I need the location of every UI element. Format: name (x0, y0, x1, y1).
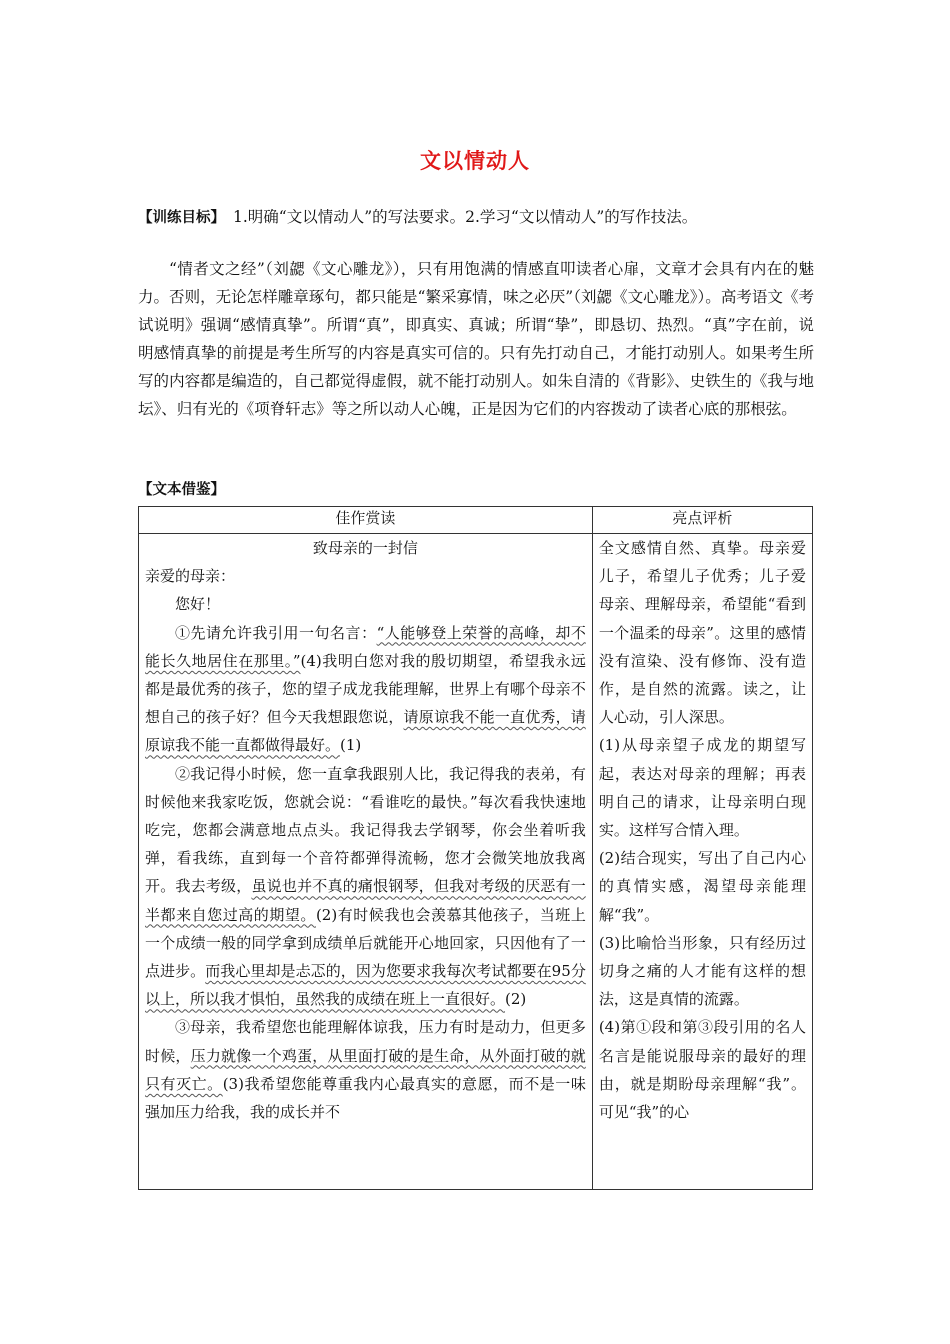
training-goal-tag: 【训练目标】 (138, 210, 225, 226)
intro-paragraph: “情者文之经”（刘勰《文心雕龙》），只有用饱满的情感直叩读者心扉，文章才会具有内在的魅力。否则，无论怎样雕章琢句，都只能是“繁采寡情，味之必厌”（刘勰《文心雕龙》）。高考语文《考试说明》强调“感情真挚”。所谓“真”，即真实、真诚；所谓“挚”，即恳切、热烈。“真”字在前，说明感情真挚的前提是考生所写的内容是真实可信的。只有先打动自己，才能打动别人。如果考生所写的内容都是编造的，自己都觉得虚假，就不能打动别人。如朱自清的《背影》、史铁生的《我与地坛》、归有光的《项脊轩志》等之所以动人心魄，正是因为它们的内容拨动了读者心底的那根弦。 (138, 260, 814, 418)
comparison-table (138, 506, 813, 1190)
underlined-text: 而我心里却是忐忑的，因为您要求我每次考试都要在95分以上，所以我才惧怕，虽然我的成绩在班上一直很好。 (145, 962, 586, 1009)
table-row (139, 534, 813, 1190)
essay-paragraph-2 (145, 760, 586, 1014)
underlined-text: 虽说也并不真的痛恨钢琴，但我对考级的厌恶有一半都来自您过高的期望。 (145, 877, 586, 924)
essay-text: ①先请允许我引用一句名言： (175, 623, 377, 642)
note-3: (3)比喻恰当形象，只有经历过切身之痛的人才能有这样的想法，这是真情的流露。 (598, 933, 806, 1009)
analysis-notes (599, 534, 806, 1189)
table-header-row (139, 507, 813, 534)
note-4: (4)第①段和第③段引用的名人名言是能说服母亲的最好的理由，就是期盼母亲理解“我”。可见“我”的心 (598, 1018, 806, 1122)
header-right: 亮点评析 (592, 507, 812, 534)
essay-title: 致母亲的一封信 (312, 539, 418, 557)
essay-cell (139, 534, 593, 1190)
underlined-quote: “人能够登上荣誉的高峰，却不能长久地居住在那里。” (145, 623, 586, 670)
essay-salutation: 亲爱的母亲： (145, 567, 236, 586)
note-2: (2)结合现实，写出了自己内心的真情实感，渴望母亲能理解“我”。 (598, 849, 806, 924)
essay-text: (4)我明白您对我的殷切期望，希望我永远都是最优秀的孩子，您的望子成龙我能理解，世界上有哪个母亲不想自己的孩子好？但今天我想跟您说， (145, 651, 586, 727)
note-marker: (1) (340, 736, 362, 755)
training-goal (138, 203, 818, 232)
essay-paragraph-1 (145, 619, 586, 760)
underlined-text: 请原谅我不能一直优秀，请原谅我不能一直都做得最好。 (145, 708, 586, 755)
essay (145, 534, 586, 1189)
note-marker: (2) (505, 990, 527, 1009)
section-heading: 【文本借鉴】 (138, 482, 225, 498)
essay-greeting: 您好！ (175, 595, 221, 614)
essay-text: ②我记得小时候，您一直拿我跟别人比，我记得我的表弟，有时候他来我家吃饭，您就会说：“看谁吃的最快。”每次看我快速地吃完，您都会满意地点点头。我记得我去学钢琴，你会坐着听我弹，看我练，直到每一个音符都弹得流畅，您才会微笑地放我离开。我去考级， (145, 764, 586, 896)
essay-paragraph-3 (145, 1013, 586, 1126)
note-1: (1)从母亲望子成龙的期望写起，表达对母亲的理解；再表明自己的请求，让母亲明白现实。这样写合情入理。 (598, 736, 806, 840)
header-left: 佳作赏读 (139, 507, 593, 534)
training-goal-text: 1.明确“文以情动人”的写法要求。2.学习“文以情动人”的写作技法。 (233, 208, 698, 226)
essay-text: ③母亲，我希望您也能理解体谅我，压力有时是动力，但更多时候， (145, 1018, 586, 1065)
note-overall: 全文感情自然、真挚。母亲爱儿子，希望儿子优秀；儿子爱母亲、理解母亲，希望能“看到一个温柔的母亲”。这里的感情没有渲染、没有修饰、没有造作，是自然的流露。读之，让人心动，引人深思。 (598, 539, 806, 727)
underlined-text: 压力就像一个鸡蛋，从里面打破的是生命，从外面打破的就只有灭亡。 (145, 1046, 586, 1093)
essay-text: (3)我希望您能尊重我内心最真实的意愿，而不是一味强加压力给我，我的成长并不 (145, 1074, 586, 1122)
essay-text: (2)有时候我也会羡慕其他孩子，当班上一个成绩一般的同学拿到成绩单后就能开心地回家，只因他有了一点进步。 (145, 905, 586, 981)
page-title: 文以情动人 (420, 149, 530, 173)
notes-cell (592, 534, 812, 1190)
